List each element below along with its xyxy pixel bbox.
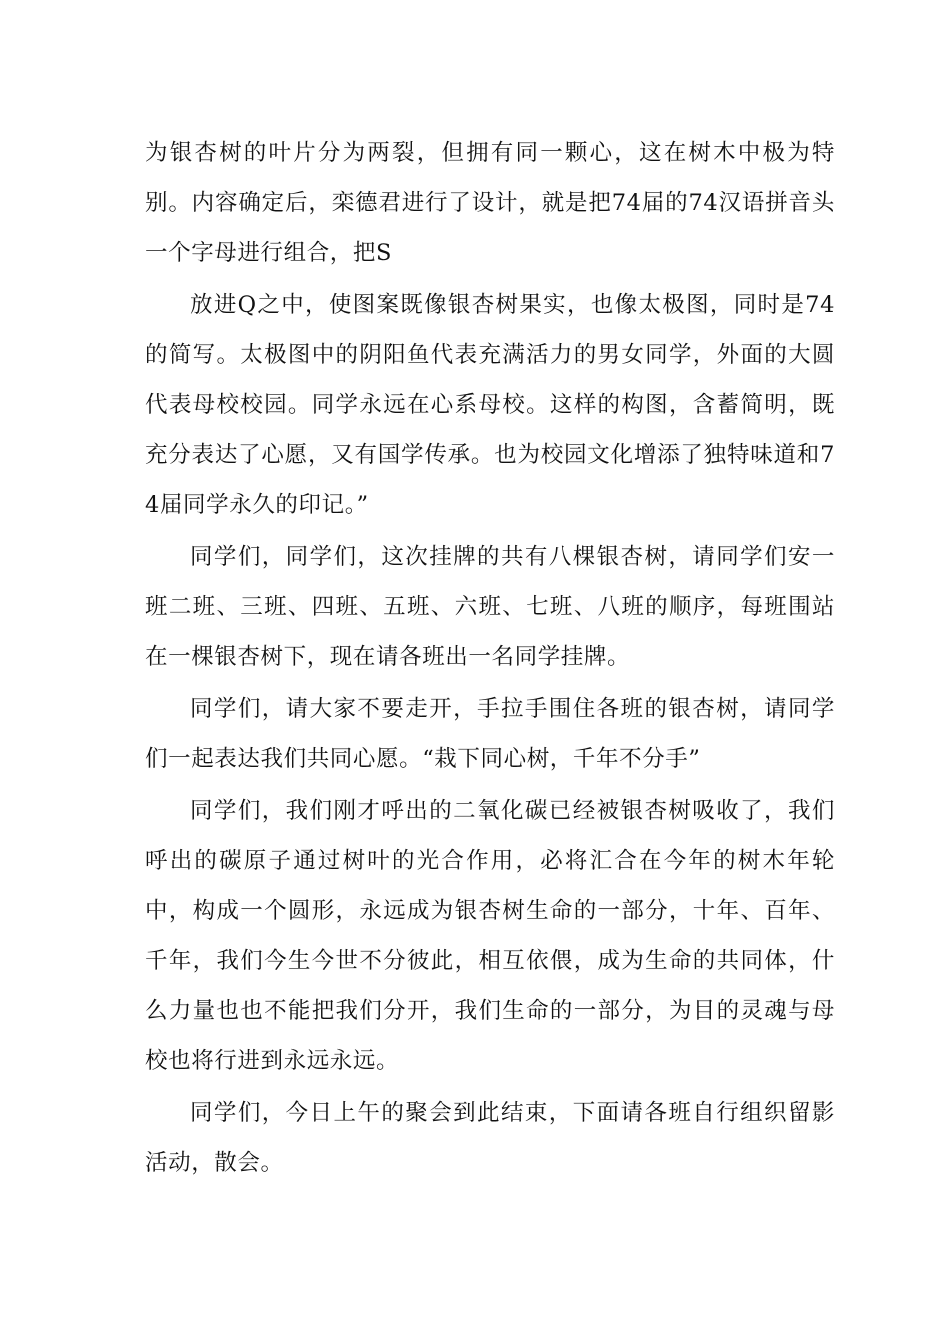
paragraph-6: 同学们，今日上午的聚会到此结束，下面请各班自行组织留影活动，散会。 (145, 1100, 835, 1176)
paragraph-1: 为银杏树的叶片分为两裂，但拥有同一颗心，这在树木中极为特别。内容确定后，栾德君进行了设计，就是把74届的74汉语拼音头一个字母进行组合，把S (145, 140, 835, 266)
paragraph-4: 同学们，请大家不要走开，手拉手围住各班的银杏树，请同学们一起表达我们共同心愿。“栽下同心树，千年不分手” (145, 696, 835, 772)
document-body (145, 128, 835, 1188)
paragraph-2: 放进Q之中，使图案既像银杏树果实，也像太极图，同时是74的简写。太极图中的阴阳鱼代表充满活力的男女同学，外面的大圆代表母校校园。同学永远在心系母校。这样的构图，含蓄简明，既充分表达了心愿，又有国学传承。也为校园文化增添了独特味道和74届同学永久的印记。” (145, 292, 835, 518)
paragraph-3: 同学们，同学们，这次挂牌的共有八棵银杏树，请同学们安一班二班、三班、四班、五班、六班、七班、八班的顺序，每班围站在一棵银杏树下，现在请各班出一名同学挂牌。 (145, 544, 835, 670)
paragraph-5: 同学们，我们刚才呼出的二氧化碳已经被银杏树吸收了，我们呼出的碳原子通过树叶的光合作用，必将汇合在今年的树木年轮中，构成一个圆形，永远成为银杏树生命的一部分，十年、百年、千年，我们今生今世不分彼此，相互依偎，成为生命的共同体，什么力量也也不能把我们分开，我们生命的一部分，为目的灵魂与母校也将行进到永远永远。 (145, 798, 835, 1074)
